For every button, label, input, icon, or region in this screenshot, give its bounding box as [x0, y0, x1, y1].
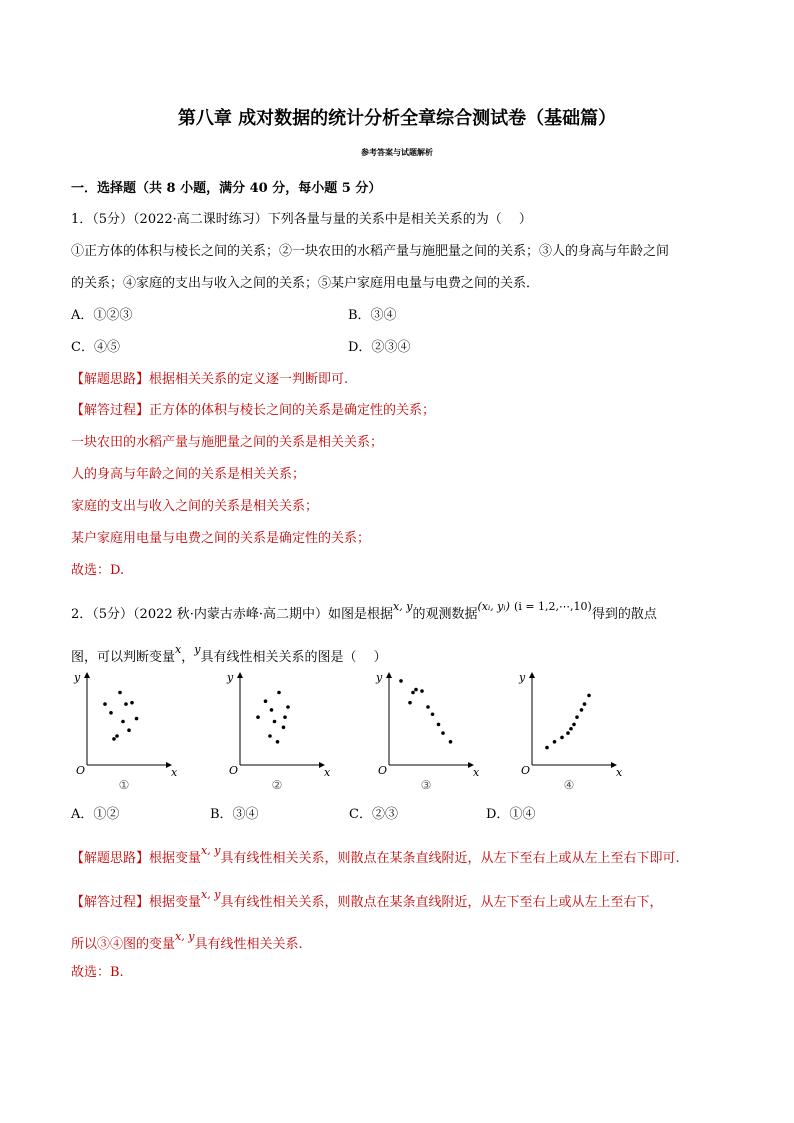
data-point [437, 723, 441, 727]
data-point [112, 737, 116, 741]
data-point [270, 708, 274, 712]
data-point [127, 728, 131, 732]
q2-range: (i = 1,2,⋯,10) [514, 600, 592, 613]
q1-option-c[interactable]: C．④⑤ [71, 340, 120, 355]
origin-label: O [229, 764, 239, 777]
x-axis-label: x [171, 766, 178, 779]
data-point [553, 740, 557, 744]
data-point [587, 694, 591, 698]
scatter-plot-1 [70, 668, 185, 793]
y-axis-label: y [519, 671, 526, 684]
y-axis-arrow [386, 672, 392, 678]
q2-line2-a: 图，可以判断变量 [71, 650, 176, 665]
data-point [411, 691, 415, 695]
data-point [449, 740, 453, 744]
x-axis-label: x [324, 766, 331, 779]
q2-pair: (xᵢ, yᵢ) [477, 600, 510, 613]
q2-process-a: 根据变量 [149, 895, 202, 910]
q1-line2: ①正方体的体积与棱长之间的关系；②一块农田的水稻产量与施肥量之间的关系；③人的身高与年龄之间 [71, 244, 670, 259]
data-point [264, 699, 268, 703]
q2-process-tag: 【解答过程】 [71, 895, 150, 910]
data-point [545, 746, 549, 750]
q2-option-a[interactable]: A．①② [71, 807, 120, 822]
q2-line2-b: 具有线性相关关系的图是（ ） [200, 650, 387, 665]
q1-idea [71, 368, 348, 387]
q2-process-xy: x, y [201, 888, 221, 901]
q2-idea-b: 具有线性相关关系，则散点在某条直线附近，从左下至右上或从左上至右下即可. [220, 851, 680, 866]
q1-process-0 [71, 399, 435, 418]
q2-process2-a: 所以③④图的变量 [71, 937, 176, 952]
q1-option-d[interactable]: D．②③④ [348, 340, 411, 355]
data-point [124, 702, 128, 706]
data-point [414, 688, 418, 692]
q2-process [71, 888, 663, 910]
q2-option-b[interactable]: B．③④ [210, 807, 259, 822]
data-point [121, 720, 125, 724]
data-point [580, 708, 584, 712]
data-point [256, 715, 260, 719]
q1-answer: 故选：D. [71, 563, 125, 578]
q1-option-b[interactable]: B．③④ [348, 308, 397, 323]
q2-option-d[interactable]: D．①④ [486, 807, 536, 822]
data-point [583, 702, 587, 706]
q2-idea-tag: 【解题思路】 [71, 851, 150, 866]
q2-stem-a: 2．（5分）（2022 秋·内蒙古赤峰·高二期中）如图是根据 [71, 607, 394, 622]
q2-idea-a: 根据变量 [149, 851, 202, 866]
page-title: 第八章 成对数据的统计分析全章综合测试卷（基础篇） [177, 108, 617, 129]
y-axis-label: y [227, 671, 234, 684]
data-point [572, 723, 576, 727]
y-axis-label: y [74, 671, 81, 684]
scatter-plot-4 [515, 668, 630, 793]
data-point [118, 691, 122, 695]
q2-var-y: y [194, 643, 201, 656]
q2-process-b: 具有线性相关关系，则散点在某条直线附近，从左下至右上或从左上至右下， [220, 895, 663, 910]
q1-process-text: 正方体的体积与棱长之间的关系是确定性的关系； [149, 403, 436, 418]
q2-comma: ， [181, 650, 195, 665]
data-point [408, 701, 412, 705]
x-axis-label: x [473, 766, 480, 779]
data-point [283, 715, 287, 719]
section-heading: 一．选择题（共 8 小题，满分 40 分，每小题 5 分） [71, 181, 382, 196]
scatter-plot-3 [372, 668, 487, 793]
data-point [282, 726, 286, 730]
q1-process-3: 家庭的支出与收入之间的关系是相关关系； [71, 499, 319, 514]
data-point [135, 717, 139, 721]
q2-process-2 [71, 930, 303, 952]
data-point [286, 705, 290, 709]
q2-line2 [71, 643, 387, 665]
data-point [115, 734, 119, 738]
figure-label: ③ [420, 778, 432, 792]
data-point [109, 711, 113, 715]
data-point [130, 701, 134, 705]
q1-line3: 的关系；④家庭的支出与收入之间的关系；⑤某户家庭用电量与电费之间的关系． [71, 276, 540, 291]
data-point [103, 702, 107, 706]
q1-process-4: 某户家庭用电量与电费之间的关系是确定性的关系； [71, 531, 371, 546]
q2-option-c[interactable]: C．②③ [349, 807, 398, 822]
origin-label: O [521, 764, 531, 777]
y-axis-arrow [529, 672, 535, 678]
data-point [569, 727, 573, 731]
q1-process-1: 一块农田的水稻产量与施肥量之间的关系是相关关系； [71, 435, 384, 450]
q2-stem [71, 600, 657, 622]
q1-idea-tag: 【解题思路】 [71, 372, 150, 387]
data-point [560, 736, 564, 740]
data-point [566, 731, 570, 735]
q2-var-x: x [175, 643, 182, 656]
q2-process2-xy: x, y [175, 930, 195, 943]
q2-xy: x, y [393, 600, 413, 613]
figure-label: ④ [563, 778, 575, 792]
q2-idea [71, 844, 680, 866]
x-axis-label: x [616, 766, 623, 779]
origin-label: O [378, 764, 388, 777]
data-point [431, 712, 435, 716]
page-subtitle: 参考答案与试题解析 [361, 148, 433, 157]
q1-stem: 1．（5分）（2022·高二课时练习）下列各量与量的关系中是相关关系的为（ ） [71, 212, 532, 227]
figure-label: ① [118, 778, 130, 792]
y-axis-arrow [84, 672, 90, 678]
data-point [277, 691, 281, 695]
q2-process2-b: 具有线性相关关系. [194, 937, 303, 952]
data-point [426, 705, 430, 709]
data-point [441, 731, 445, 735]
q2-stem-b: 的观测数据 [412, 607, 478, 622]
y-axis-label: y [376, 671, 383, 684]
scatter-plot-2 [223, 668, 338, 793]
y-axis-arrow [237, 672, 243, 678]
q2-answer: 故选：B. [71, 965, 124, 980]
data-point [575, 715, 579, 719]
q2-stem-c: 得到的散点 [591, 607, 657, 622]
data-point [399, 679, 403, 683]
data-point [268, 734, 272, 738]
figure-label: ② [271, 778, 283, 792]
data-point [273, 720, 277, 724]
q1-process-tag: 【解答过程】 [71, 403, 150, 418]
origin-label: O [76, 764, 86, 777]
q2-idea-xy: x, y [201, 844, 221, 857]
data-point [420, 689, 424, 693]
q1-option-a[interactable]: A．①②③ [71, 308, 133, 323]
q1-process-2: 人的身高与年龄之间的关系是相关关系； [71, 467, 306, 482]
data-point [276, 740, 280, 744]
q1-idea-text: 根据相关关系的定义逐一判断即可. [149, 372, 349, 387]
